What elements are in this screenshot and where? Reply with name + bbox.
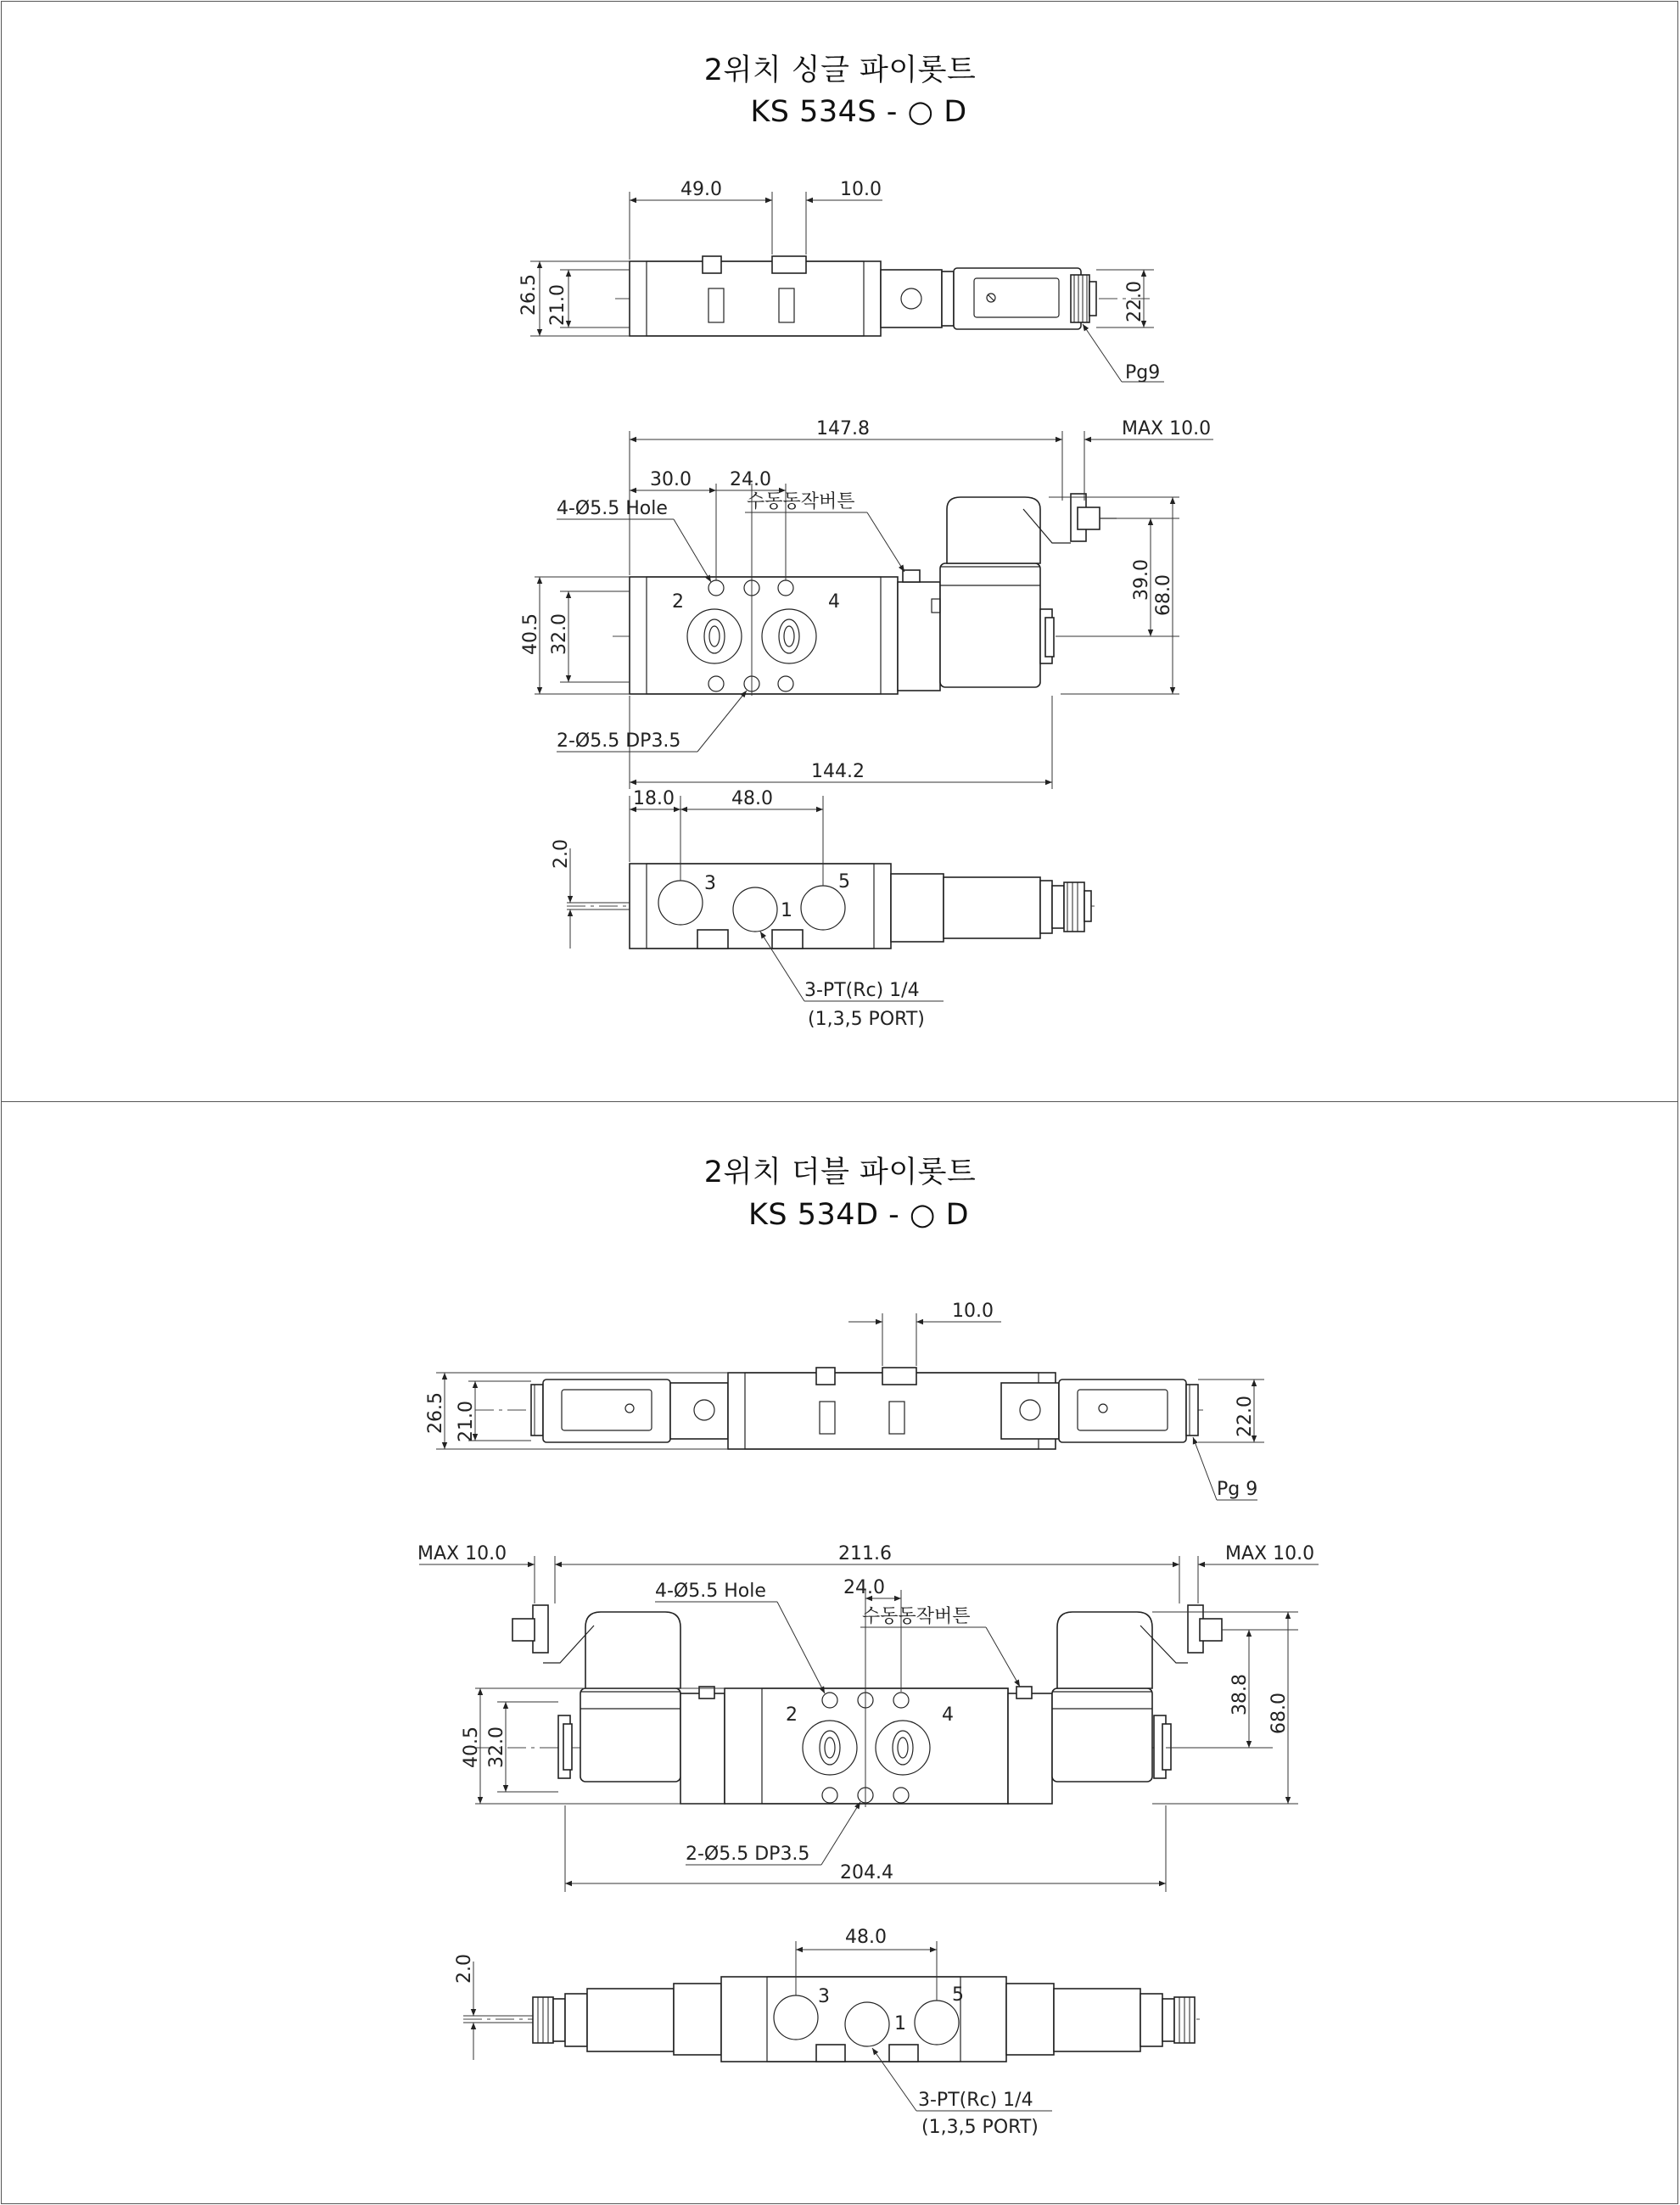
- pg9-label: Pg9: [1125, 362, 1161, 383]
- port-5: 5: [838, 871, 850, 893]
- dim-10: 10.0: [840, 179, 882, 200]
- d-dim-10: 10.0: [952, 1301, 994, 1322]
- pt-label: 3-PT(Rc) 1/4: [804, 980, 920, 1001]
- d-dim-204-4: 204.4: [840, 1862, 893, 1883]
- dim-22: 22.0: [1124, 281, 1145, 322]
- hole-label: 4-Ø5.5 Hole: [557, 498, 668, 519]
- single-bottom-view: [551, 788, 1095, 1030]
- single-top-view: [518, 179, 1164, 383]
- d-port-3: 3: [818, 1986, 830, 2007]
- port-1: 1: [781, 900, 792, 921]
- d-dim-211-6: 211.6: [838, 1543, 892, 1564]
- dp-label: 2-Ø5.5 DP3.5: [557, 730, 681, 752]
- port-3: 3: [704, 873, 716, 894]
- d-dim-2: 2.0: [454, 1954, 475, 1984]
- dim-68: 68.0: [1153, 574, 1174, 616]
- single-front-view: [520, 418, 1213, 789]
- manual-button-label: 수동동작버튼: [747, 491, 855, 512]
- d-manual-button-label: 수동동작버튼: [862, 1606, 971, 1627]
- port-2: 2: [672, 591, 684, 613]
- dim-24: 24.0: [730, 469, 771, 490]
- d-port-4: 4: [942, 1704, 954, 1726]
- dim-max10: MAX 10.0: [1122, 418, 1212, 439]
- dim-30: 30.0: [650, 469, 692, 490]
- d-dim-68: 68.0: [1268, 1693, 1290, 1734]
- d-dim-48: 48.0: [845, 1927, 887, 1948]
- d-pt-label: 3-PT(Rc) 1/4: [918, 2090, 1033, 2111]
- d-port-5: 5: [952, 1984, 964, 2006]
- dim-40-5: 40.5: [520, 613, 541, 655]
- dim-39: 39.0: [1131, 559, 1152, 601]
- d-dim-22: 22.0: [1235, 1396, 1256, 1437]
- double-title: 2위치 더블 파이롯트: [703, 1156, 977, 1189]
- d-dim-24: 24.0: [843, 1577, 885, 1598]
- dim-49: 49.0: [680, 179, 722, 200]
- double-bottom-view: [454, 1927, 1205, 2138]
- d-hole-label: 4-Ø5.5 Hole: [655, 1581, 766, 1602]
- d-dim-32: 32.0: [486, 1727, 507, 1768]
- d-dim-max10-left: MAX 10.0: [417, 1543, 507, 1564]
- d-pg9-label: Pg 9: [1217, 1479, 1258, 1500]
- port-4: 4: [828, 591, 840, 613]
- d-dim-40-5: 40.5: [461, 1727, 482, 1768]
- dim-26-5: 26.5: [518, 274, 540, 316]
- double-top-view: [425, 1301, 1264, 1500]
- dim-144-2: 144.2: [811, 761, 865, 782]
- d-dim-21: 21.0: [456, 1401, 477, 1442]
- d-dim-38-8: 38.8: [1229, 1674, 1251, 1715]
- ports-label: (1,3,5 PORT): [808, 1009, 925, 1030]
- double-model: KS 534D - ○ D: [748, 1198, 970, 1232]
- d-port-1: 1: [894, 2013, 906, 2034]
- single-model: KS 534S - ○ D: [750, 95, 967, 129]
- d-dim-max10-right: MAX 10.0: [1225, 1543, 1315, 1564]
- d-dim-26-5: 26.5: [425, 1392, 446, 1434]
- d-ports-label: (1,3,5 PORT): [921, 2117, 1039, 2138]
- dim-18: 18.0: [633, 788, 675, 809]
- d-dp-label: 2-Ø5.5 DP3.5: [686, 1844, 810, 1865]
- single-title: 2위치 싱글 파이롯트: [703, 53, 977, 87]
- dim-21: 21.0: [547, 284, 568, 326]
- dim-147-8: 147.8: [816, 418, 870, 439]
- d-port-2: 2: [786, 1704, 798, 1726]
- dim-48: 48.0: [731, 788, 773, 809]
- double-front-view: [417, 1543, 1319, 1892]
- dim-2: 2.0: [551, 839, 572, 869]
- dim-32: 32.0: [549, 613, 570, 655]
